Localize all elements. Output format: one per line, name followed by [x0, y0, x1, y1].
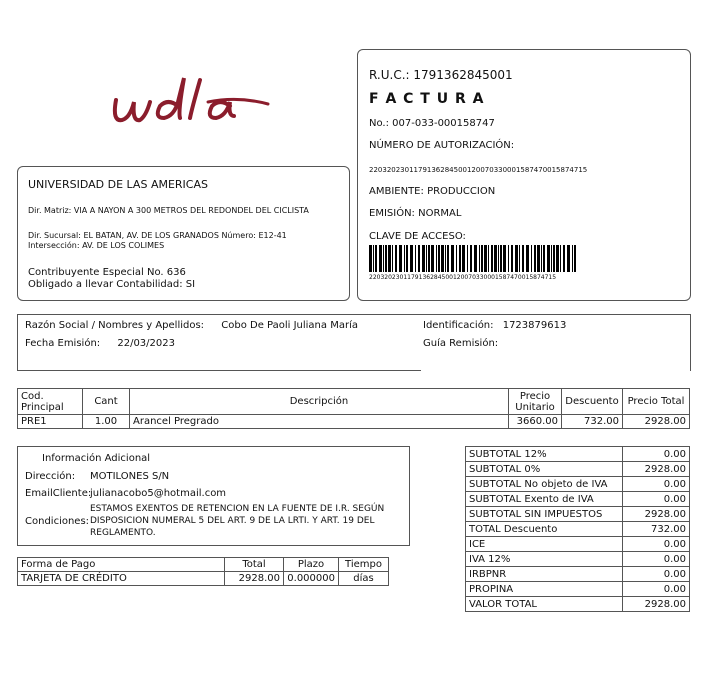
totals-value: 0.00: [623, 582, 690, 597]
header-descripcion: Descripción: [130, 389, 509, 415]
barcode-image: [369, 245, 580, 272]
items-table: [17, 388, 690, 429]
company-name: UNIVERSIDAD DE LAS AMERICAS: [28, 178, 208, 191]
totals-label: SUBTOTAL SIN IMPUESTOS: [466, 507, 623, 522]
identificacion-line: Identificación: 1723879613: [423, 320, 567, 331]
totals-value: 2928.00: [623, 507, 690, 522]
totals-value: 2928.00: [623, 462, 690, 477]
payment-table: [17, 557, 389, 586]
table-row: PRE1 1.00 Arancel Pregrado 3660.00 732.00 2928.00: [18, 415, 690, 429]
razon-value: Cobo De Paoli Juliana María: [221, 320, 358, 331]
totals-value: 732.00: [623, 522, 690, 537]
clave-label: CLAVE DE ACCESO:: [369, 231, 466, 242]
emision-line: EMISIÓN: NORMAL: [369, 208, 462, 219]
table-row: [466, 477, 690, 492]
condiciones-value: ESTAMOS EXENTOS DE RETENCION EN LA FUENTE DE I.R. SEGÚN DISPOSICION NUMERAL 5 DEL ART. 9 DE LA LRTI. Y ART. 19 DEL REGLAMENTO.: [90, 504, 385, 538]
header-cant: Cant: [83, 389, 130, 415]
header-precio: Precio Unitario: [509, 389, 562, 415]
totals-label: IVA 12%: [466, 552, 623, 567]
totals-label: SUBTOTAL Exento de IVA: [466, 492, 623, 507]
totals-label: TOTAL Descuento: [466, 522, 623, 537]
header-descuento: Descuento: [562, 389, 623, 415]
ambiente-line: AMBIENTE: PRODUCCION: [369, 186, 496, 197]
totals-value: 0.00: [623, 477, 690, 492]
invoice-number: No.: 007-033-000158747: [369, 118, 495, 129]
totals-value: 2928.00: [623, 597, 690, 612]
razon-line: Razón Social / Nombres y Apellidos: Cobo De Paoli Juliana María: [25, 320, 358, 331]
totals-label: SUBTOTAL 12%: [466, 447, 623, 462]
totals-label: SUBTOTAL No objeto de IVA: [466, 477, 623, 492]
totals-label: VALOR TOTAL: [466, 597, 623, 612]
table-row: [466, 492, 690, 507]
totals-value: 0.00: [623, 447, 690, 462]
client-box-bottom: [17, 370, 421, 371]
direccion-label: Dirección:: [25, 471, 76, 482]
contabilidad-line: Obligado a llevar Contabilidad: SI: [28, 279, 196, 290]
condiciones-label: Condiciones:: [25, 516, 90, 527]
guia-label: Guía Remisión:: [423, 338, 499, 349]
totals-label: SUBTOTAL 0%: [466, 462, 623, 477]
interseccion-line: Intersección: AV. DE LOS COLIMES: [28, 241, 165, 250]
totals-value: 0.00: [623, 537, 690, 552]
table-row: [466, 597, 690, 612]
contribuyente-line: Contribuyente Especial No. 636: [28, 267, 186, 278]
fecha-line: Fecha Emisión: 22/03/2023: [25, 338, 175, 349]
matriz-line: Dir. Matriz: VIA A NAYON A 300 METROS DEL REDONDEL DEL CICLISTA: [28, 206, 309, 215]
items-header-row: [18, 389, 690, 415]
email-label: EmailCliente:: [25, 488, 92, 499]
table-row: [466, 507, 690, 522]
ruc-value: 1791362845001: [413, 68, 513, 82]
doc-type-title: F A C T U R A: [369, 91, 485, 107]
totals-label: IRBPNR: [466, 567, 623, 582]
clave-value: 2203202301179136284500120070330001587470015874715: [369, 274, 557, 281]
table-row: TARJETA DE CRÉDITO 2928.00 0.000000 días: [18, 572, 389, 586]
udla-logo: [108, 72, 273, 132]
header-total: Precio Total: [623, 389, 690, 415]
totals-value: 0.00: [623, 552, 690, 567]
additional-info-title: Información Adicional: [42, 453, 151, 464]
direccion-value: MOTILONES S/N: [90, 471, 170, 482]
totals-value: 0.00: [623, 492, 690, 507]
totals-value: 0.00: [623, 567, 690, 582]
table-row: [466, 567, 690, 582]
table-row: [466, 522, 690, 537]
email-value: julianacobo5@hotmail.com: [90, 488, 227, 499]
table-row: [466, 462, 690, 477]
table-row: [466, 537, 690, 552]
totals-label: ICE: [466, 537, 623, 552]
header-codigo: Cod. Principal: [18, 389, 83, 415]
sucursal-line: Dir. Sucursal: EL BATAN, AV. DE LOS GRANADOS Número: E12-41: [28, 231, 287, 240]
table-row: [466, 447, 690, 462]
table-row: [466, 552, 690, 567]
payment-header-row: Forma de Pago Total Plazo Tiempo: [18, 558, 389, 572]
auth-label: NÚMERO DE AUTORIZACIÓN:: [369, 140, 515, 151]
table-row: [466, 582, 690, 597]
auth-value: 2203202301179136284500120070330001587470015874715: [369, 166, 588, 174]
totals-table: [465, 446, 690, 612]
ruc-line: R.U.C.: 1791362845001: [369, 68, 513, 82]
totals-label: PROPINA: [466, 582, 623, 597]
